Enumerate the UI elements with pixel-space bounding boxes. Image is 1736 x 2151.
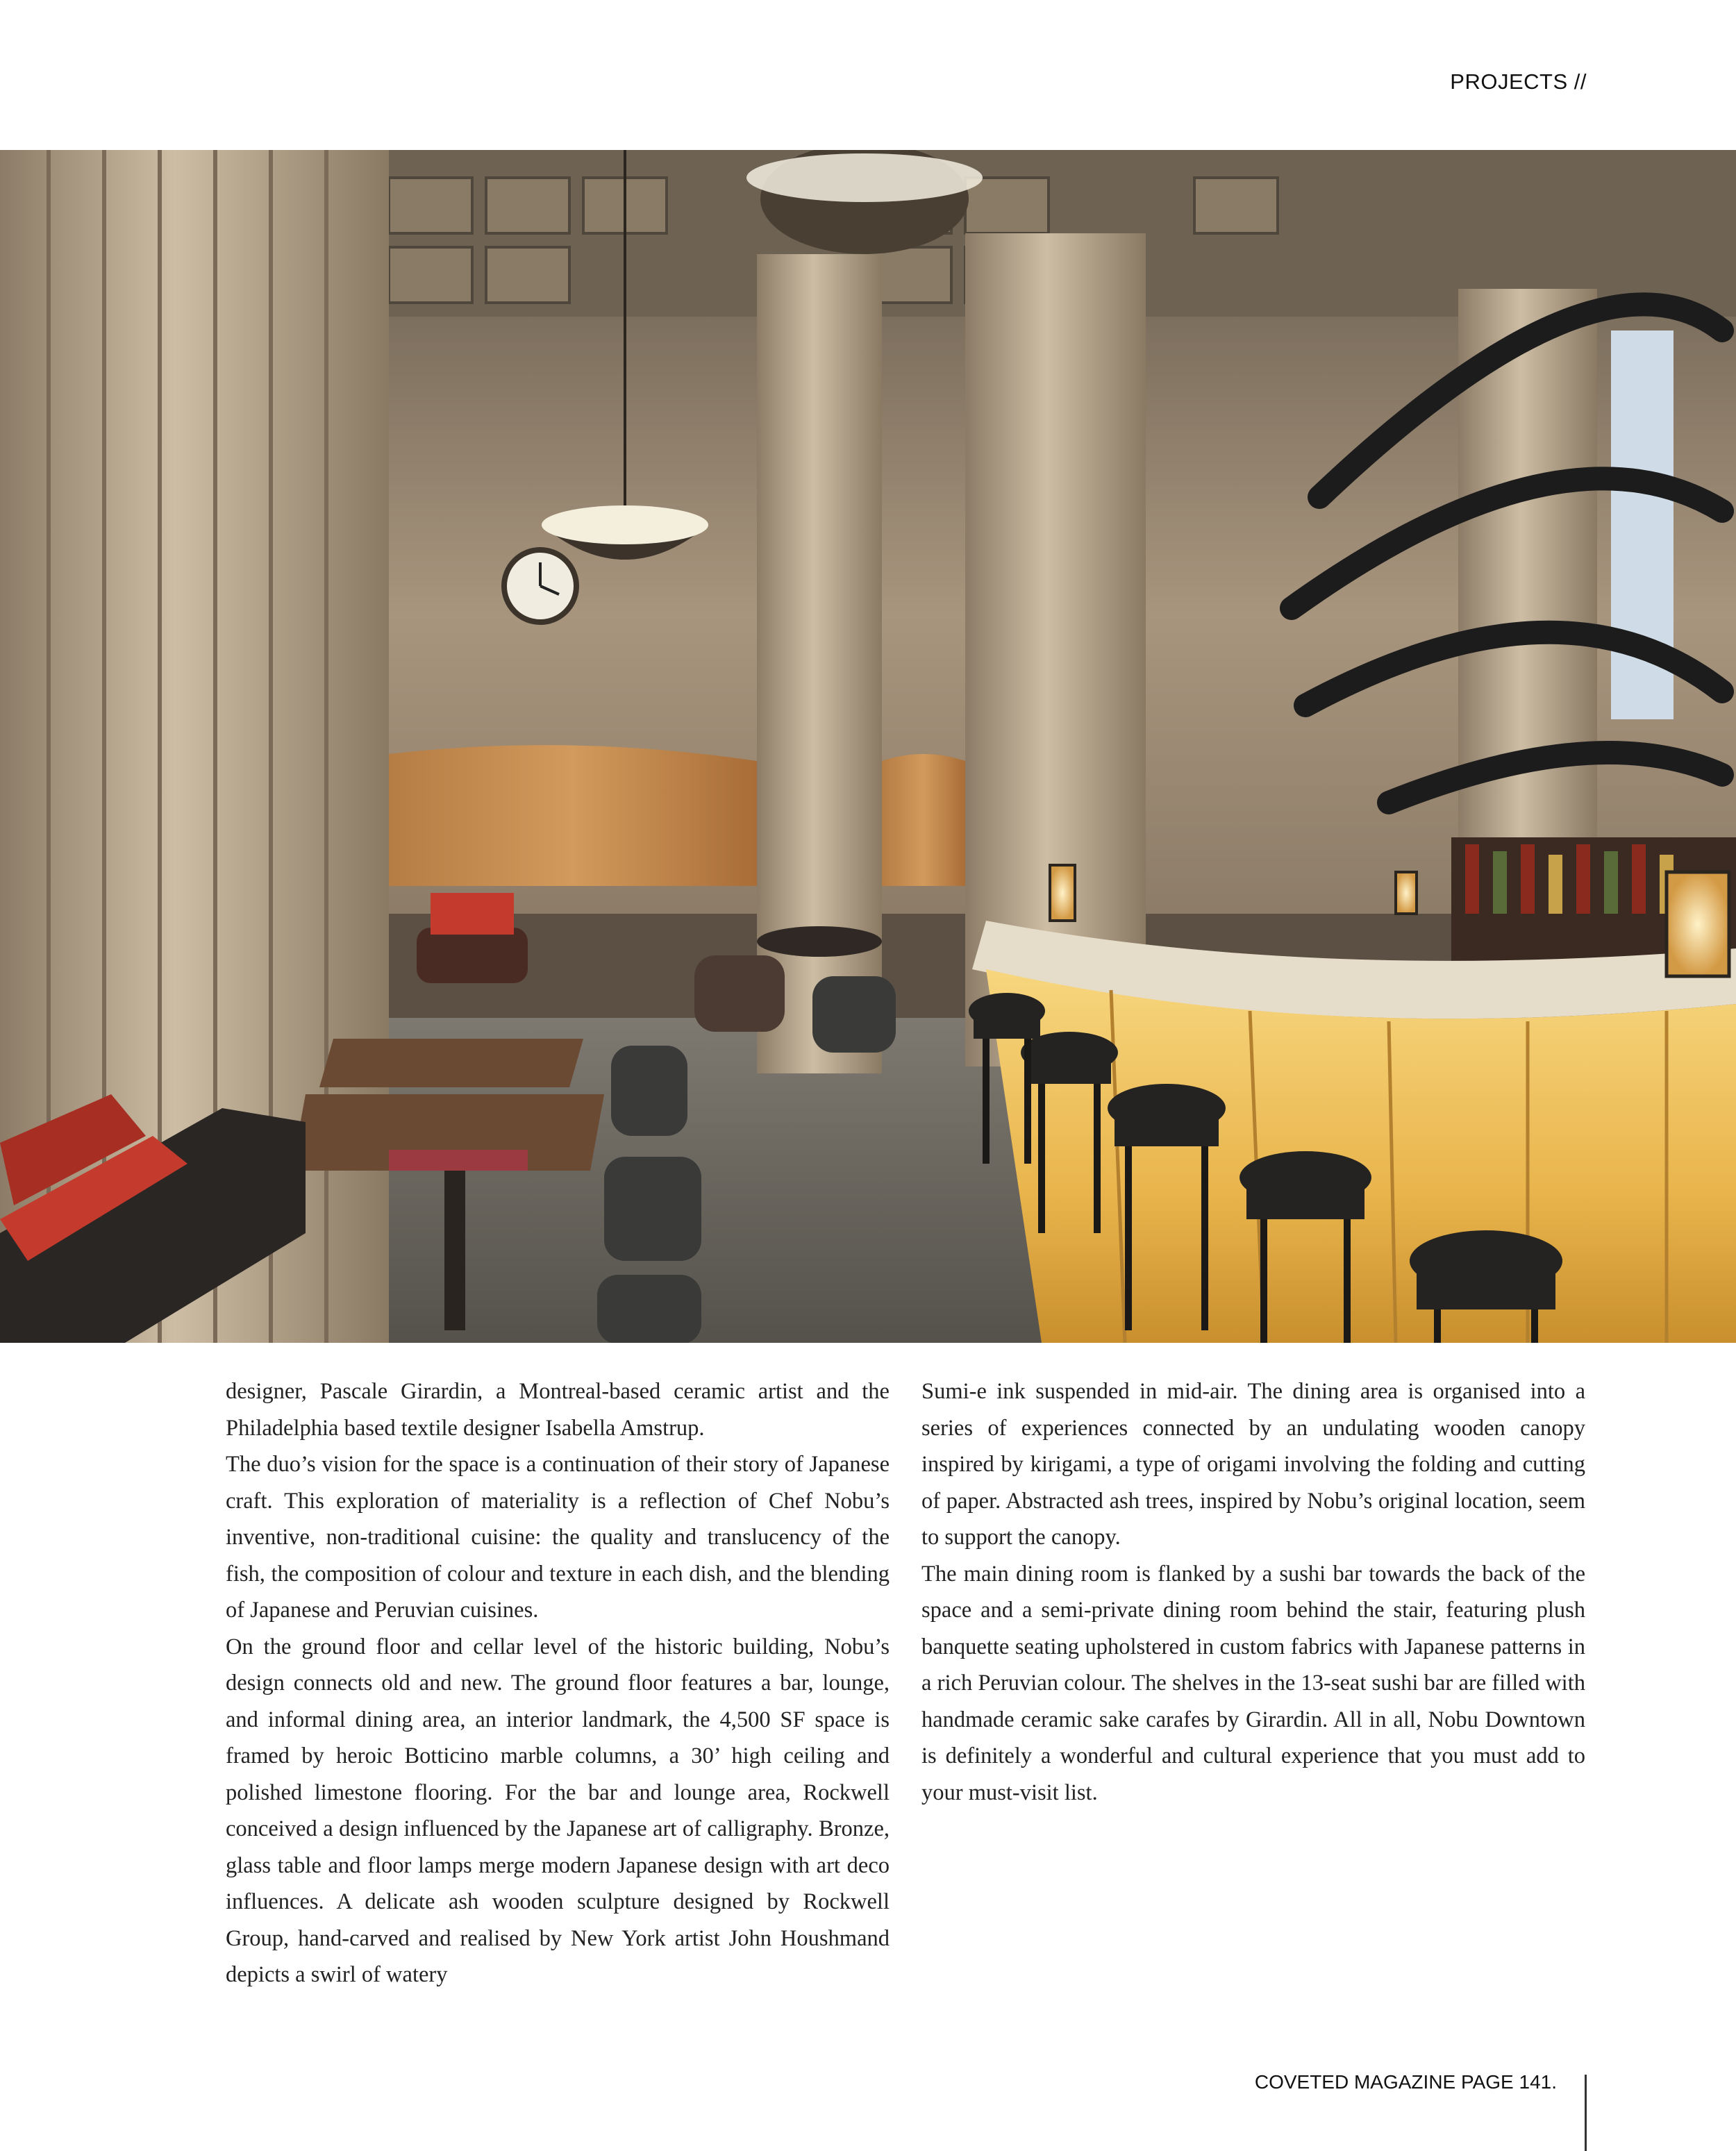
article-left-column [226,1373,890,1993]
wooden-canopy [389,745,757,886]
restaurant-interior-photo [0,150,1736,1343]
section-label: PROJECTS // [1450,69,1587,94]
article-paragraph: On the ground floor and cellar level of the historic building, Nobu’s design connects old and new. The ground floor features a bar, lounge, and informal dining area, an interior landmark, the 4,500 SF space is framed by heroic Botticino marble columns, a 30’ high ceiling and polished limestone flooring. For the bar and lounge area, Rockwell conceived a design influenced by the Japanese art of calligraphy. Bronze, glass table and floor lamps merge modern Japanese design with art deco influences. A delicate ash wooden sculpture designed by Rockwell Group, hand-carved and realised by New York artist John Houshmand depicts a swirl of watery [226,1634,890,1987]
article-right-column [921,1373,1585,1993]
article-columns [226,1373,1585,1993]
wooden-canopy-right [882,754,965,886]
bar-lamp-right [1667,872,1729,976]
restaurant-interior-illustration [0,150,1736,1343]
wall-clock [504,550,576,622]
article-paragraph: Sumi-e ink suspended in mid-air. The dining area is organised into a series of experiences connected by an undulating wooden canopy inspired by kirigami, a type of origami involving the folding and cutting of paper. Abstracted ash trees, inspired by Nobu’s original location, seem to support the canopy. [921,1379,1585,1550]
page-folio: COVETED MAGAZINE PAGE 141. [1254,2071,1557,2093]
bar-lamp-mid [1396,872,1417,914]
patterned-cushion [389,1150,528,1171]
dining-chairs [597,1046,701,1343]
far-right-column [1458,289,1597,914]
article-paragraph: The main dining room is flanked by a sushi bar towards the back of the space and a semi-private dining room behind the stair, featuring plush banquette seating upholstered in custom fabrics with Japanese patterns in a rich Peruvian colour. The shelves in the 13-seat sushi bar are filled with handmade ceramic sake carafes by Girardin. All in all, Nobu Downtown is definitely a wonderful and cultural experience that you must add to your must-visit list. [921,1561,1585,1805]
folio-divider [1585,2075,1587,2151]
article-paragraph: The duo’s vision for the space is a continuation of their story of Japanese craft. This exploration of materiality is a reflection of Chef Nobu’s inventive, non-traditional cuisine: the quality and translucency of the fish, the composition of colour and texture in each dish, and the blending of Japanese and Peruvian cuisines. [226,1452,890,1623]
article-paragraph: designer, Pascale Girardin, a Montreal-based ceramic artist and the Philadelphia based textile designer Isabella Amstrup. [226,1379,890,1441]
bar-lamp-left [1050,865,1075,921]
